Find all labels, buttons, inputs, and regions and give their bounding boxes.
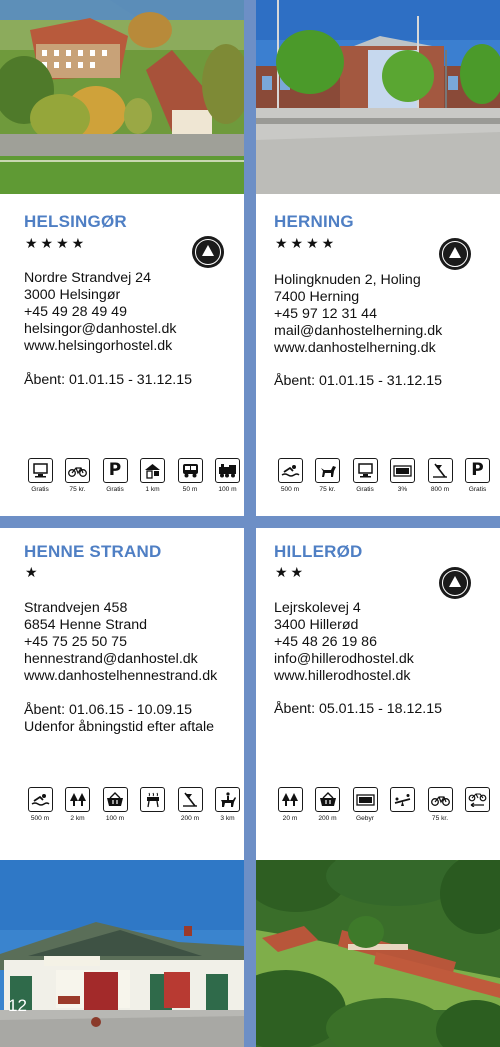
facility-forest [62,787,94,822]
hostel-card-herning [256,194,500,516]
email-link[interactable]: hennestrand@danhostel.dk [24,651,198,667]
hostel-name: HERNING [274,212,354,231]
opening-period: Åbent: 01.01.15 - 31.12.15 [24,372,193,388]
contact-info [24,600,217,685]
address: Strandvejen 458 [24,600,128,616]
golf-icon [178,787,203,812]
email-link[interactable]: mail@danhostelherning.dk [274,323,443,339]
facility-caption: 500 m [280,486,300,493]
facility-icons [24,458,249,493]
phone: +45 75 25 50 75 [24,634,127,650]
star-rating: ★★★★ [275,236,338,252]
grill-icon [140,787,165,812]
bicycle-icon [65,458,90,483]
bike-rental-icon [465,787,490,812]
helsingor-photo [0,0,244,194]
address: Holingknuden 2, Holing [274,272,421,288]
hostel-card-helsingor [0,194,244,516]
star-rating: ★★★★ [25,236,88,252]
facility-swimming [24,787,56,822]
facility-caption: 75 kr. [431,815,449,822]
address: Lejrskolevej 4 [274,600,361,616]
facility-caption: Gratis [356,486,374,493]
train-icon [215,458,240,483]
opening-period: Åbent: 01.06.15 - 10.09.15 Udenfor åbningstid efter aftale [24,702,215,735]
danhostel-seal-icon [192,236,224,268]
facility-caption: Gratis [106,486,124,493]
horse-riding-icon [215,787,240,812]
facility-internet [387,458,419,493]
facility-bicycle [424,787,456,822]
facility-caption: 100 m [218,486,237,493]
city: 3400 Hillerød [274,617,359,633]
facility-caption: 800 m [430,486,450,493]
forest-icon [65,787,90,812]
city: 3000 Helsingør [24,287,121,303]
city: 6854 Henne Strand [24,617,148,633]
facility-bike-rental [462,787,494,822]
hostel-name: HELSINGØR [24,212,127,231]
facility-swimming [274,458,306,493]
phone: +45 97 12 31 44 [274,306,377,322]
facility-caption: 100 m [105,815,125,822]
hostel-card-hillerod [256,528,500,860]
facility-golf [174,787,206,822]
danhostel-seal-icon [439,238,471,270]
facility-parking [99,458,131,493]
facility-caption: 3 km [220,815,235,822]
internet-icon [390,458,415,483]
page-number: 12 [8,996,27,1015]
computer-icon [353,458,378,483]
facility-dog [312,458,344,493]
facility-icons [24,787,249,822]
facility-icons [274,787,499,822]
danhostel-seal-icon [439,567,471,599]
henne-strand-photo [0,860,244,1047]
email-link[interactable]: helsingor@danhostel.dk [24,321,177,337]
contact-info [274,272,442,357]
facility-caption: 2 km [70,815,85,822]
opening-period: Åbent: 05.01.15 - 18.12.15 [274,701,443,717]
facility-shop [137,458,169,493]
facility-forest [274,787,306,822]
facility-caption: 20 m [282,815,298,822]
playground-icon [390,787,415,812]
bus-icon [178,458,203,483]
facility-internet [349,787,381,822]
city: 7400 Herning [274,289,360,305]
website-link[interactable]: www.danhostelherning.dk [274,340,436,356]
facility-basket [99,787,131,822]
facility-bus [174,458,206,493]
phone: +45 49 28 49 49 [24,304,127,320]
facility-icons [274,458,499,493]
facility-grill [137,787,169,822]
basket-icon [103,787,128,812]
hillerod-photo [256,860,500,1047]
facility-caption: Gratis [468,486,487,493]
parking-icon: P [103,458,128,483]
internet-icon [353,787,378,812]
contact-info [274,600,414,685]
facility-caption: 500 m [30,815,50,822]
herning-photo [256,0,500,194]
forest-icon [278,787,303,812]
facility-caption: 200 m [180,815,200,822]
swimming-icon [278,458,303,483]
email-link[interactable]: info@hillerodhostel.dk [274,651,414,667]
star-rating: ★ [25,565,41,581]
facility-caption: 1 km [145,486,160,493]
opening-period: Åbent: 01.01.15 - 31.12.15 [274,373,443,389]
facility-caption: 75 kr. [69,486,86,493]
facility-golf [424,458,456,493]
facility-train [212,458,244,493]
swimming-icon [28,787,53,812]
facility-parking [462,458,494,493]
website-link[interactable]: www.hillerodhostel.dk [274,668,411,684]
facility-caption: Gebyr [356,815,374,822]
basket-icon [315,787,340,812]
star-rating: ★★ [275,565,307,581]
website-link[interactable]: www.danhostelhennestrand.dk [24,668,218,684]
hostel-card-henne-strand [0,528,244,860]
computer-icon [28,458,53,483]
facility-horse-riding [212,787,244,822]
facility-computer [24,458,56,493]
facility-bicycle [62,458,94,493]
facility-caption: 50 m [182,486,198,493]
hostel-name: HILLERØD [274,542,363,561]
parking-icon: P [465,458,490,483]
bicycle-icon [428,787,453,812]
facility-computer [349,458,381,493]
facility-basket [312,787,344,822]
phone: +45 48 26 19 86 [274,634,377,650]
facility-playground [387,787,419,822]
facility-caption: 200 m [318,815,337,822]
shop-icon [140,458,165,483]
hostel-name: HENNE STRAND [24,542,162,561]
contact-info [24,270,176,355]
facility-caption: Gratis [31,486,49,493]
golf-icon [428,458,453,483]
dog-icon [315,458,340,483]
website-link[interactable]: www.helsingorhostel.dk [24,338,173,354]
address: Nordre Strandvej 24 [24,270,151,286]
facility-caption: 3% [397,486,408,493]
facility-caption: 75 kr. [319,486,336,493]
